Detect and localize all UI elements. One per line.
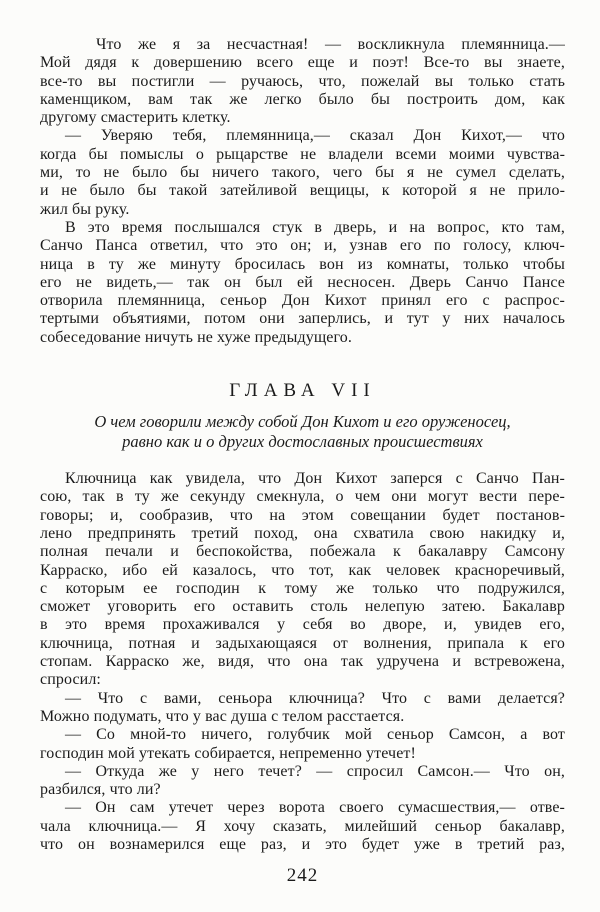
text-line: Карраско, ибо ей казалось, что тот, как человек красноречивый, bbox=[40, 561, 565, 579]
text-line: — Уверяю тебя, племянница,— сказал Дон Кихот,— что bbox=[65, 127, 565, 145]
text-line: стопам. Карраско же, видя, что она так удручена и встревожена, bbox=[40, 653, 565, 671]
paragraph bbox=[40, 726, 565, 763]
text-line: Мой дядя к довершению всего еще и поэт! Все-то вы знаете, bbox=[40, 54, 565, 72]
text-line: господин мой утекать собирается, непременно утечет! bbox=[40, 744, 416, 762]
text-line: — Со мной-то ничего, голубчик мой сеньор Самсон, а вот bbox=[65, 726, 565, 744]
text-line: спросил: bbox=[40, 671, 101, 689]
text-line: ница в ту же минуту бросилась вон из комнаты, только чтобы bbox=[40, 255, 565, 273]
page-number: 242 bbox=[286, 865, 319, 887]
text-line: полная печали и беспокойства, побежала к бакалавру Самсону bbox=[40, 543, 565, 561]
chapter-subtitle bbox=[40, 412, 565, 452]
text-line: лено предпринять третий поход, она схватила свою накидку и, bbox=[40, 524, 565, 542]
text-line: что он вознамерился еще раз, и это будет уже в третий раз, bbox=[40, 835, 565, 853]
text-line: чала ключница.— Я хочу сказать, милейший сеньор бакалавр, bbox=[40, 817, 565, 835]
text-line: в это время прохаживался у себя во дворе, и, увидев его, bbox=[40, 616, 565, 634]
text-line: сою, так в ту же секунду смекнула, о чем они могут вести пере- bbox=[40, 488, 565, 506]
text-line: — Он сам утечет через ворота своего сумасшествия,— отве- bbox=[65, 799, 565, 817]
text-line: и не было бы такой затейливой вещицы, к которой я не прило- bbox=[40, 182, 565, 200]
page-footer bbox=[40, 865, 565, 887]
text-line: отворила племянница, сеньор Дон Кихот принял его с распрос- bbox=[40, 292, 565, 310]
text-line: каменщиком, вам так же легко было бы построить дом, как bbox=[40, 90, 565, 108]
text-line: — Что с вами, сеньора ключница? Что с вами делается? bbox=[65, 689, 565, 707]
paragraph bbox=[40, 470, 565, 690]
text-line: другому смастерить клетку. bbox=[40, 109, 231, 127]
paragraph bbox=[40, 763, 565, 800]
text-line: ми, то не было бы ничего такого, чего бы я не сумел сделать, bbox=[40, 164, 565, 182]
chapter-subtitle-line-1: О чем говорили между собой Дон Кихот и его оруженосец, bbox=[94, 412, 511, 432]
text-line: его не видеть,— так он был ей несносен. Дверь Санчо Пансе bbox=[40, 273, 565, 291]
section-before-heading bbox=[40, 36, 565, 347]
paragraph bbox=[40, 799, 565, 854]
text-line: ключница, потная и задыхающаяся от волнения, припала к его bbox=[40, 634, 565, 652]
paragraph bbox=[40, 127, 565, 218]
text-line: тертыми объятиями, потом они заперлись, и тут у них началось bbox=[40, 310, 565, 328]
chapter-header bbox=[40, 379, 565, 452]
paragraph bbox=[40, 690, 565, 727]
text-line: В это время послышался стук в дверь, и на вопрос, кто там, bbox=[65, 218, 565, 236]
chapter-subtitle-line-2: равно как и о других достославных происшествиях bbox=[122, 432, 483, 452]
text-line: — Откуда же у него течет? — спросил Самсон.— Что он, bbox=[65, 762, 565, 780]
text-line: Ключница как увидела, что Дон Кихот заперся с Санчо Пан- bbox=[65, 470, 565, 488]
text-block bbox=[40, 36, 565, 854]
text-line: с которым ее господин к тому же только что подружился, bbox=[40, 579, 565, 597]
text-line: сможет уговорить его оставить столь нелепую затею. Бакалавр bbox=[40, 598, 565, 616]
text-line: Что же я за несчастная! — воскликнула племянница.— bbox=[96, 36, 565, 53]
text-line: жил бы руку. bbox=[40, 200, 130, 218]
paragraph bbox=[40, 219, 565, 347]
chapter-heading: ГЛАВА VII bbox=[229, 380, 376, 402]
text-line: все-то вы постигли — ручаюсь, что, пожелай вы только стать bbox=[40, 72, 565, 90]
text-line: Можно подумать, что у вас душа с телом расстается. bbox=[40, 707, 405, 725]
text-line: Санчо Панса ответил, что это он; и, узнав его по голосу, ключ- bbox=[40, 237, 565, 255]
text-line: когда бы помыслы о рыцарстве не владели всеми моими чувства- bbox=[40, 145, 565, 163]
text-line: говоры; и, сообразив, что на этом совещании будет постанов- bbox=[40, 506, 565, 524]
section-after-heading bbox=[40, 470, 565, 854]
text-line: разбился, что ли? bbox=[40, 781, 161, 799]
text-line: собеседование ничуть не хуже предыдущего. bbox=[40, 328, 352, 346]
paragraph bbox=[40, 36, 565, 127]
